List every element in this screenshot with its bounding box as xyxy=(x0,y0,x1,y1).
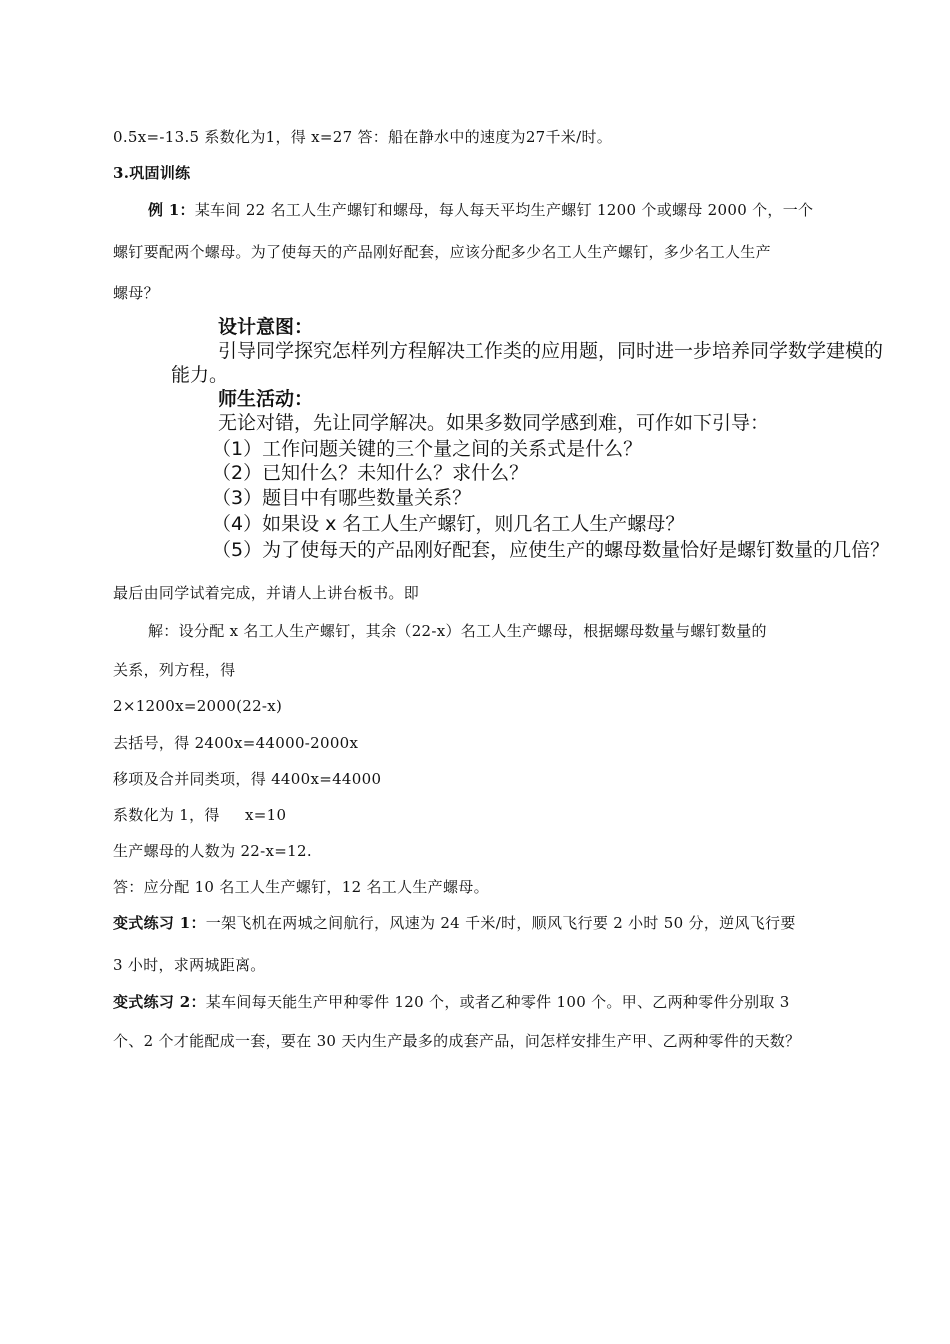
example-1-label: 例 1： xyxy=(148,201,195,219)
solution-line-1: 解：设分配 x 名工人生产螺钉，其余（22-x）名工人生产螺母，根据螺母数量与螺钉数量的 xyxy=(148,622,767,640)
variant-1-label: 变式练习 1： xyxy=(113,914,206,932)
guide-question-2: （2）已知什么？未知什么？求什么？ xyxy=(212,462,529,484)
example-1-text: 某车间 22 名工人生产螺钉和螺母，每人每天平均生产螺钉 1200 个或螺母 2000 个，一个 xyxy=(194,201,814,219)
design-intent-title: 设计意图： xyxy=(218,316,314,338)
variant-1-line-1 xyxy=(113,913,796,933)
variant-1-text: 一架飞机在两城之间航行，风速为 24 千米/时，顺风飞行要 2 小时 50 分，逆风飞行要 xyxy=(205,914,796,932)
variant-2-label: 变式练习 2： xyxy=(113,993,206,1011)
guide-question-1: （1）工作问题关键的三个量之间的关系式是什么？ xyxy=(212,438,643,460)
equation-setup: 2×1200x=2000(22-x) xyxy=(113,697,283,715)
equation-line: 0.5x=-13.5 系数化为1，得 x=27 答：船在静水中的速度为27千米/时。 xyxy=(113,128,613,146)
guide-question-5: （5）为了使每天的产品刚好配套，应使生产的螺母数量恰好是螺钉数量的几倍？ xyxy=(212,539,890,561)
variant-2-line-2: 个、2 个才能配成一套，要在 30 天内生产最多的成套产品，问怎样安排生产甲、乙两种零件的天数？ xyxy=(113,1032,801,1050)
step-coefficient: 系数化为 1，得 x=10 xyxy=(113,806,287,824)
design-intent-line-2: 能力。 xyxy=(171,364,229,386)
section-heading: 3.巩固训练 xyxy=(113,164,191,182)
step-combine: 移项及合并同类项，得 4400x=44000 xyxy=(113,770,382,788)
solution-line-2: 关系，列方程，得 xyxy=(113,661,236,679)
example-1-line-1 xyxy=(148,200,813,220)
variant-1-line-2: 3 小时，求两城距离。 xyxy=(113,956,266,974)
variant-2-text: 某车间每天能生产甲种零件 120 个，或者乙种零件 100 个。甲、乙两种零件分别取 3 xyxy=(205,993,790,1011)
design-intent-line-1: 引导同学探究怎样列方程解决工作类的应用题，同时进一步培养同学数学建模的 xyxy=(218,340,884,362)
step-expand: 去括号，得 2400x=44000-2000x xyxy=(113,734,359,752)
answer-line: 答：应分配 10 名工人生产螺钉，12 名工人生产螺母。 xyxy=(113,878,489,896)
example-1-line-2: 螺钉要配两个螺母。为了使每天的产品刚好配套，应该分配多少名工人生产螺钉，多少名工人生产 xyxy=(113,243,771,261)
solution-intro: 最后由同学试着完成，并请人上讲台板书。即 xyxy=(113,584,420,602)
example-1-line-3: 螺母？ xyxy=(113,284,159,302)
variant-2-line-1 xyxy=(113,992,790,1012)
activity-intro: 无论对错，先让同学解决。如果多数同学感到难，可作如下引导： xyxy=(218,412,770,434)
activity-title: 师生活动： xyxy=(218,388,314,410)
nut-workers: 生产螺母的人数为 22-x=12. xyxy=(113,842,312,860)
guide-question-4: （4）如果设 x 名工人生产螺钉，则几名工人生产螺母？ xyxy=(212,513,685,535)
guide-question-3: （3）题目中有哪些数量关系？ xyxy=(212,487,472,509)
